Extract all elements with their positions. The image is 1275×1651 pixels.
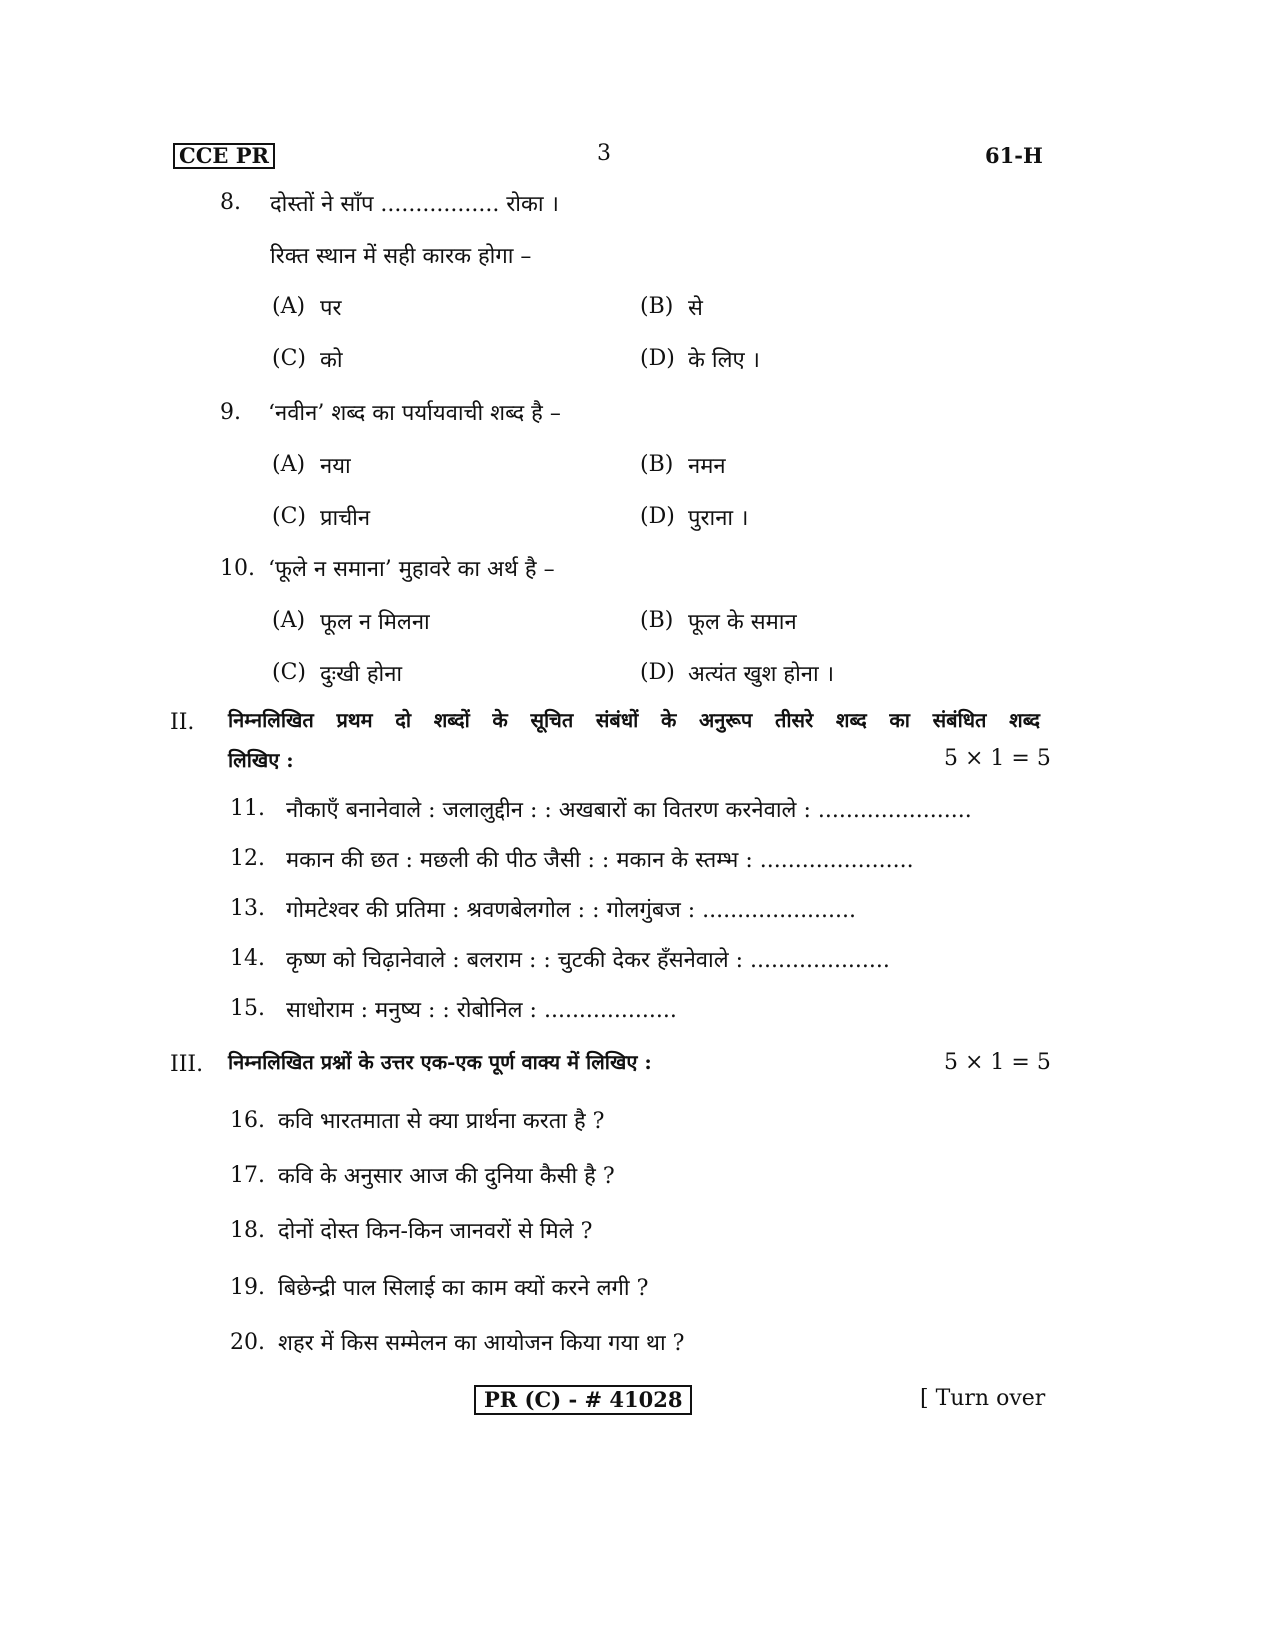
option-label: (D) <box>640 660 675 685</box>
option-text: से <box>688 296 703 321</box>
question-text: ‘नवीन’ शब्द का पर्यायवाची शब्द है – <box>268 401 561 426</box>
question-text: दोनों दोस्त किन-किन जानवरों से मिले ? <box>278 1219 593 1244</box>
question-text: गोमटेश्वर की प्रतिमा : श्रवणबेलगोल : : गोलगुंबज : ...................... <box>286 898 857 923</box>
option-label: (A) <box>272 294 306 319</box>
option-label: (C) <box>272 346 306 371</box>
question-text: दोस्तों ने साँप ................. रोका । <box>270 192 559 217</box>
header-code: CCE PR <box>173 143 275 169</box>
option-text: प्राचीन <box>320 506 371 531</box>
option-text: पुराना । <box>688 506 749 531</box>
question-prompt: रिक्त स्थान में सही कारक होगा – <box>270 244 532 269</box>
question-number: 8. <box>220 190 241 215</box>
option-label: (B) <box>640 294 674 319</box>
question-text: मकान की छत : मछली की पीठ जैसी : : मकान के स्तम्भ : ...................... <box>286 848 914 873</box>
question-number: 14. <box>230 946 265 971</box>
option-text: फूल न मिलना <box>320 610 430 635</box>
option-text: नया <box>320 454 351 479</box>
turn-over-note: [ Turn over <box>920 1386 1046 1411</box>
question-number: 9. <box>220 400 241 425</box>
option-label: (C) <box>272 660 306 685</box>
section-instruction: निम्नलिखित प्रश्नों के उत्तर एक-एक पूर्ण वाक्य में लिखिए : <box>228 1050 652 1074</box>
question-text: कवि भारतमाता से क्या प्रार्थना करता है ? <box>278 1109 605 1134</box>
option-label: (B) <box>640 608 674 633</box>
option-text: नमन <box>688 454 726 479</box>
question-number: 12. <box>230 846 265 871</box>
footer-code: PR (C) - # 41028 <box>474 1385 692 1415</box>
option-text: फूल के समान <box>688 610 797 635</box>
page-number: 3 <box>597 141 611 166</box>
option-label: (A) <box>272 452 306 477</box>
question-number: 13. <box>230 896 265 921</box>
section-number: II. <box>170 710 195 735</box>
option-label: (D) <box>640 346 675 371</box>
question-text: ‘फूले न समाना’ मुहावरे का अर्थ है – <box>268 557 555 582</box>
question-text: बिछेन्द्री पाल सिलाई का काम क्यों करने लगी ? <box>278 1276 649 1301</box>
question-number: 11. <box>230 796 265 821</box>
question-number: 16. <box>230 1108 265 1133</box>
option-text: दुःखी होना <box>320 662 403 687</box>
option-label: (A) <box>272 608 306 633</box>
option-label: (D) <box>640 504 675 529</box>
option-text: पर <box>320 296 342 321</box>
question-text: शहर में किस सम्मेलन का आयोजन किया गया था ? <box>278 1331 685 1356</box>
question-number: 17. <box>230 1163 265 1188</box>
question-number: 19. <box>230 1275 265 1300</box>
question-number: 15. <box>230 996 265 1021</box>
option-text: अत्यंत खुश होना । <box>688 662 835 687</box>
section-number: III. <box>170 1052 204 1077</box>
section-marks: 5 × 1 = 5 <box>944 746 1051 771</box>
question-text: साधोराम : मनुष्य : : रोबोनिल : ................... <box>286 998 677 1023</box>
question-text: कृष्ण को चिढ़ानेवाले : बलराम : : चुटकी देकर हँसनेवाले : .................... <box>286 948 890 973</box>
option-text: के लिए । <box>688 348 761 373</box>
section-instruction-cont: लिखिए : <box>228 748 294 772</box>
paper-code: 61-H <box>985 143 1043 168</box>
option-label: (C) <box>272 504 306 529</box>
option-label: (B) <box>640 452 674 477</box>
question-number: 10. <box>220 556 255 581</box>
section-marks: 5 × 1 = 5 <box>944 1050 1051 1075</box>
question-number: 18. <box>230 1218 265 1243</box>
question-text: नौकाएँ बनानेवाले : जलालुद्दीन : : अखबारों का वितरण करनेवाले : ...................... <box>286 798 972 823</box>
section-instruction: निम्नलिखित प्रथम दो शब्दों के सूचित संबंधों के अनुरूप तीसरे शब्द का संबंधित शब्द <box>228 708 1040 732</box>
question-text: कवि के अनुसार आज की दुनिया कैसी है ? <box>278 1164 615 1189</box>
option-text: को <box>320 348 343 373</box>
question-number: 20. <box>230 1330 265 1355</box>
